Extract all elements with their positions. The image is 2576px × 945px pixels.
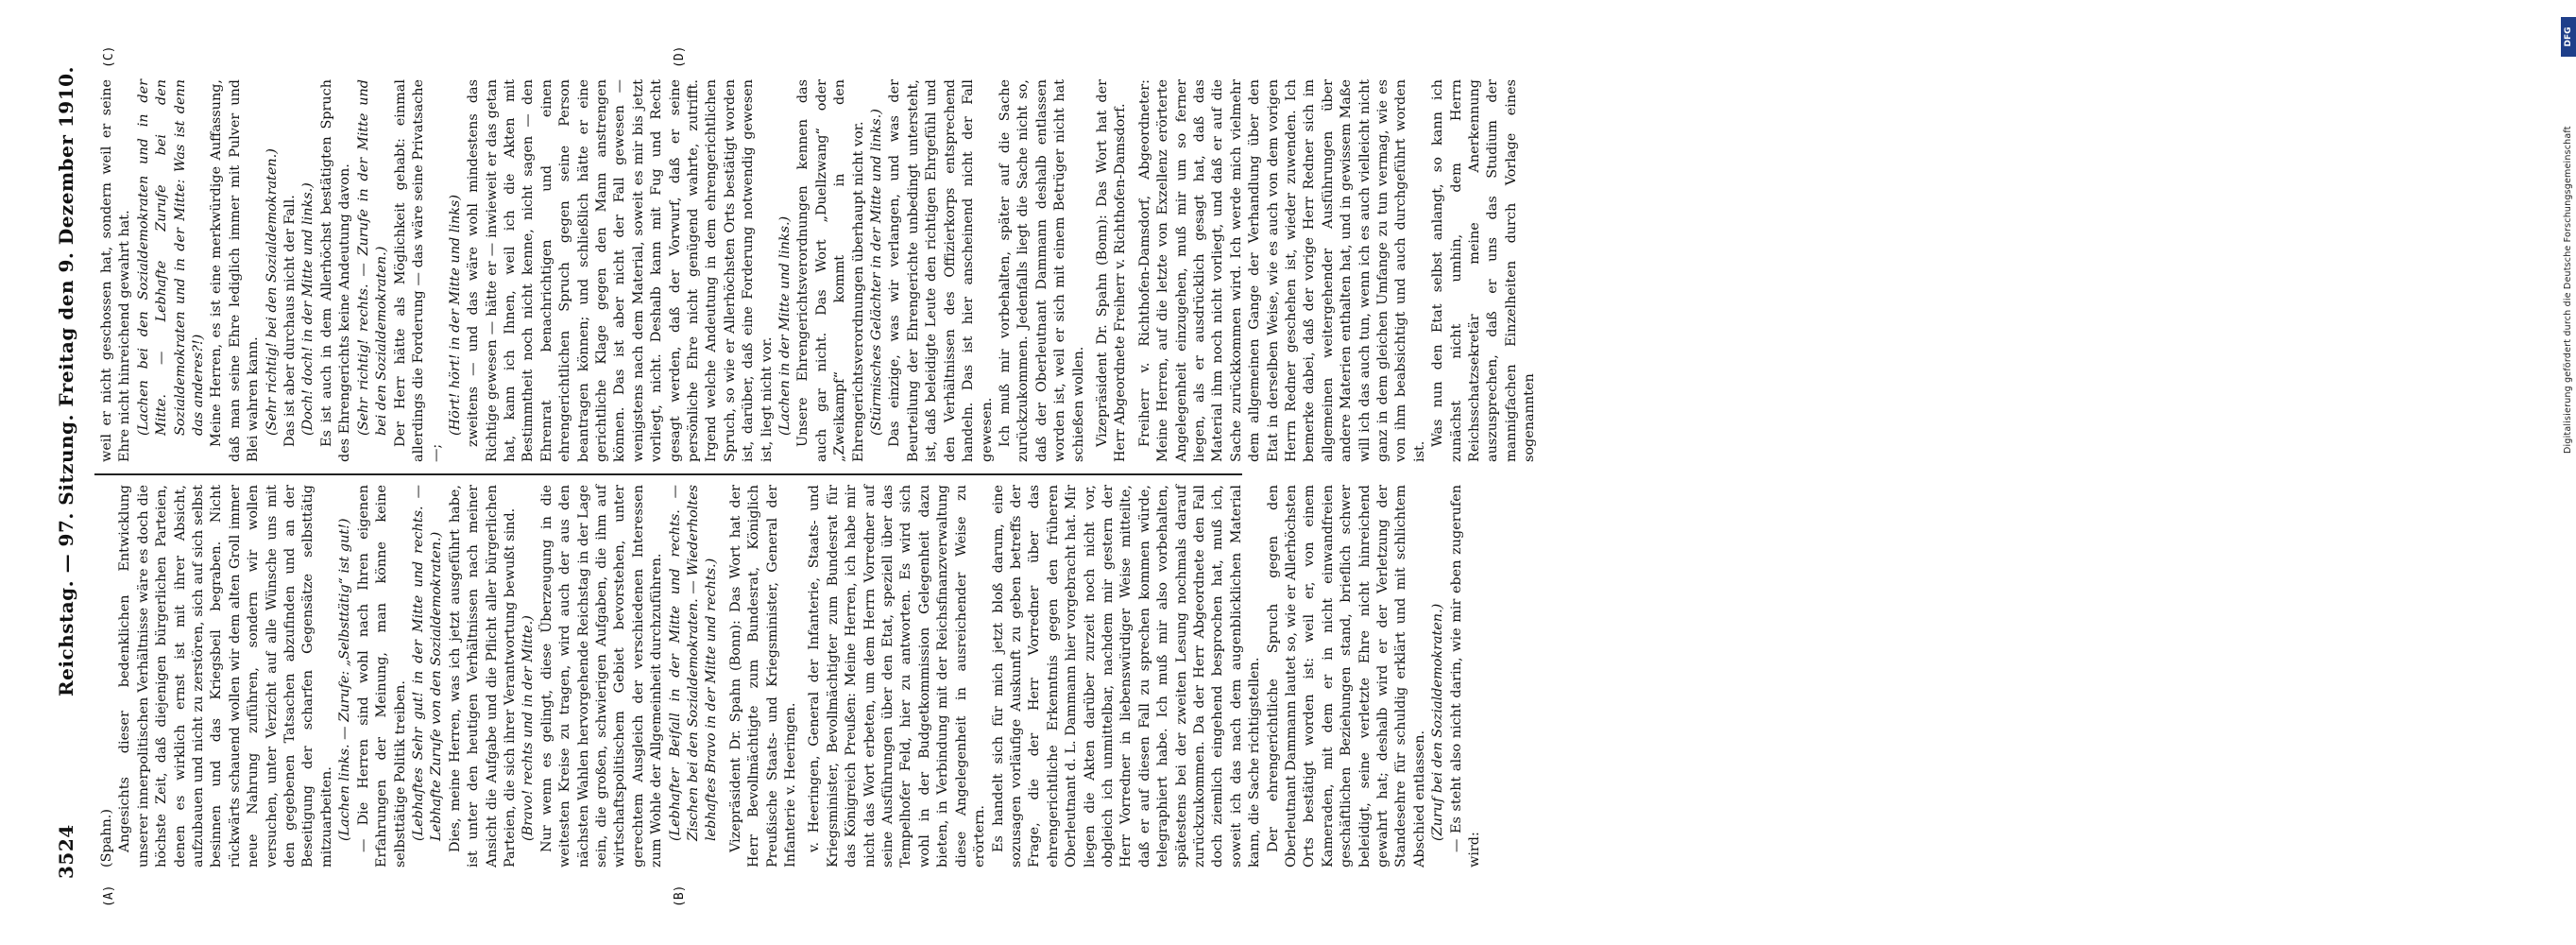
paragraph: Der Herr hätte als Möglichkeit gehabt: einmal allerdings die Forderung — das wäre seine Privatsache —; — [392, 79, 445, 462]
interjection: (Zuruf bei den Sozialdemokraten.) — [1430, 603, 1446, 841]
paragraph: Unsere Ehrengerichtsverordnungen kennen das auch gar nicht. Das Wort „Duellzwang“ oder „Zweikampf“ kommt in den Ehrengerichtsverordnungen überhaupt nicht vor. — [795, 79, 866, 462]
interjection: (Bravo! rechts und in der Mitte.) — [520, 615, 537, 841]
credit-line: Digitalisierung gefördert durch die Deutsche Forschungsgemeinschaft — [2563, 126, 2573, 454]
interjection: (Lachen links. — Zurufe: „Selbsttätig“ ist gut!) — [337, 518, 353, 841]
page-number: 3524 — [55, 824, 77, 879]
paragraph: Ich muß mir vorbehalten, später auf die Sache zurückzukommen. Jedenfalls liegt die Sache nicht so, daß der Oberleutnant Dammann deshalb entlassen worden ist, weil er sich mit einem Betrüger nicht hat schießen wollen. — [997, 79, 1086, 462]
page-title: Reichstag. — 97. Sitzung. Freitag den 9. Dezember 1910. — [55, 66, 77, 696]
interjection: (Hört! hört! in der Mitte und links) — [447, 195, 463, 436]
paragraph: Nur wenn es gelingt, diese Überzeugung in die weitesten Kreise zu tragen, wird auch der aus den nächsten Wahlen hervorgehende Reichstag in der Lage sein, die großen, schwierigen Aufgaben, die ihm auf wirtschaftspolitischem Gebiet bevorstehen, unter gerechtem Ausgleich der verschiedenen Interessen zum Wohle der Allgemeinheit durchzuführen. — [538, 485, 665, 868]
paragraph: Vizepräsident Dr. Spahn (Bonn): Das Wort hat der Herr Abgeordnete Freiherr v. Richthofen-Damsdorf. — [1094, 79, 1129, 462]
interjection: (Sehr richtig! bei den Sozialdemokraten.) — [264, 148, 280, 436]
paragraph: weil er nicht geschossen hat, sondern weil er seine Ehre nicht hinreichend gewahrt hat. — [99, 79, 133, 462]
column-divider — [94, 473, 1242, 475]
paragraph: Das einzige, was wir verlangen, und was der Beurteilung der Ehrengerichte unbedingt untersteht, ist, daß beleidigte Leute den richtigen Ehrgefühl und den Verhältnissen des Offizierkorps entsprechend handeln. Das ist hier anscheinend nicht der Fall gewesen. — [887, 79, 995, 462]
interjection: (Doch! doch! in der Mitte und links.) — [300, 182, 316, 436]
margin-marker-b: (B) — [673, 885, 687, 907]
dfg-logo — [2561, 17, 2576, 57]
interjection: (Sehr richtig! rechts. — Zurufe in der Mitte und bei den Sozialdemokraten.) — [355, 79, 390, 436]
page-header — [55, 66, 87, 879]
interjection: (Lebhaftes Sehr gut! in der Mitte und rechts. — Lebhafte Zurufe von den Sozialdemokraten.) — [410, 485, 445, 841]
paragraph: Es ist auch in dem Allerhöchst bestätigten Spruch des Ehrengerichts keine Andeutung davon. — [318, 79, 353, 462]
paragraph: Freiherr v. Richthofen-Damsdorf, Abgeordneter: Meine Herren, auf die letzte von Exzellenz erörterte Angelegenheit einzugehen, muß mir um so ferner liegen, als er ausdrücklich gesagt hat, daß das Material ihm noch nicht vorliegt, und daß er auf die Sache zurückkommen wird. Ich werde mich vielmehr dem allgemeinen Gange der Verhandlung über den Etat in derselben Weise, wie es auch von dem vorigen Herrn Redner geschehen ist, wieder zuwenden. Ich bemerke dabei, daß der vorige Herr Redner sich im allgemeinen weitergehender Ausführungen über andere Materien enthalten hat, und in gewissem Maße will ich das auch tun, wenn ich es auch vielleicht nicht ganz in dem gleichen Umfange zu tun vermag, wie es von ihm beabsichtigt und auch durchgeführt worden ist. — [1136, 79, 1427, 462]
paragraph: Dies, meine Herren, was ich jetzt ausgeführt habe, ist unter den heutigen Verhältnissen nach meiner Ansicht die Aufgabe und die Pflicht aller bürgerlichen Parteien, die sich ihrer Verantwortung bewußt sind. — [447, 485, 518, 868]
dfg-logo-text: DFG — [2564, 26, 2573, 47]
interjection: (Stürmisches Gelächter in der Mitte und links.) — [869, 109, 885, 436]
paragraph: Meine Herren, es ist eine merkwürdige Auffassung, daß man seine Ehre lediglich immer mit Pulver und Blei wahren kann. — [209, 79, 262, 462]
paragraph: Vizepräsident Dr. Spahn (Bonn): Das Wort hat der Herr Bevollmächtigte zum Bundesrat, Königlich Preußische Staats- und Kriegsminister, General der Infanterie v. Heeringen. — [727, 485, 799, 868]
paragraph: Was nun den Etat selbst anlangt, so kann ich zunächst nicht umhin, dem Herrn Reichsschatzsekretär meine Anerkennung auszusprechen, daß er uns das Studium der mannigfachen Einzelheiten durch Vorlage eines sogenannten — [1430, 79, 1538, 462]
paragraph: v. Heeringen, General der Infanterie, Staats- und Kriegsminister, Bevollmächtigter zum Bundesrat für das Königreich Preußen: Meine Herren, ich habe mir nicht das Wort erbeten, um dem Herrn Vorredner auf seine Ausführungen über den Etat, speziell über das Tempelhofer Feld, hier zu antworten. Es wird sich wohl in der Budgetkommission Gelegenheit dazu bieten, in Verbindung mit der Reichsfinanzverwaltung diese Angelegenheit in ausreichender Weise zu erörtern. — [807, 485, 988, 868]
margin-marker-c: (C) — [102, 45, 116, 68]
interjection: (Lebhafter Beifall in der Mitte und rechts. — Zischen bei den Sozialdemokraten. — Wiederholtes lebhaftes Bravo in der Mitte und rechts.) — [667, 485, 720, 841]
interjection: (Lachen bei den Sozialdemokraten und in der Mitte. — Lebhafte Zurufe bei den Sozialdemokraten und in der Mitte: Was ist denn das anderes?!) — [135, 79, 207, 436]
paragraph: Es handelt sich für mich jetzt bloß darum, eine sozusagen vorläufige Auskunft zu geben betreffs der Frage, die der Herr Vorredner über das ehrengerichtliche Erkenntnis gegen den früheren Oberleutnant d. L. Dammann hier vorgebracht hat. Mir liegen die Akten darüber zurzeit noch nicht vor, obgleich ich unmittelbar, nachdem mir gestern der Herr Vorredner in liebenswürdiger Weise mitteilte, daß er auf diesen Fall zu sprechen kommen würde, telegraphiert habe. Ich muß mir also vorbehalten, spätestens bei der zweiten Lesung nochmals darauf zurückzukommen. Da der Herr Abgeordnete den Fall doch ziemlich eingehend besprochen hat, muß ich, soweit ich das nach dem augenblicklichen Material kann, die Sache richtigstellen. — [990, 485, 1263, 868]
margin-marker-a: (A) — [102, 885, 116, 907]
paragraph: zweitens — und das wäre wohl mindestens das Richtige gewesen — hätte er — inwieweit er das getan hat, kann ich Ihnen, weil ich die Akten mit Bestimmtheit noch nicht kenne, nicht sagen — den Ehrenrat benachrichtigen und einen ehrengerichtlichen Spruch gegen seine Person beantragen können; und schließlich hätte er eine gerichtliche Klage gegen den Mann anstrengen können. Das ist aber nicht der Fall gewesen — wenigstens nach dem Material, soweit es mir bis jetzt vorliegt, nicht. Deshalb kann mit Fug und Recht gesagt werden, daß der Vorwurf, daß er seine persönliche Ehre nicht genügend wahrte, zutrifft. Irgend welche Andeutung in dem ehrengerichtlichen Spruch, so wie er Allerhöchsten Orts bestätigt worden ist, darüber, daß eine Forderung notwendig gewesen ist, liegt nicht vor. — [466, 79, 775, 462]
interjection: (Lachen in der Mitte und links.) — [777, 215, 793, 436]
left-column — [98, 485, 1484, 868]
margin-marker-d: (D) — [673, 45, 687, 68]
right-column — [98, 79, 1540, 462]
paragraph: Das ist aber durchaus nicht der Fall. — [282, 195, 299, 447]
paragraph: Der ehrengerichtliche Spruch gegen den Oberleutnant Dammann lautet so, wie er Allerhöchsten Orts bestätigt worden ist: weil er, von einem Kameraden, mit dem er in nicht einwandfreien geschäftlichen Beziehungen stand, brieflich schwer beleidigt, seine verletzte Ehre nicht hinreichend gewahrt hat; deshalb wird er der Verletzung der Standesehre für schuldig erklärt und mit schlichtem Abschied entlassen. — [1265, 485, 1427, 868]
paragraph: — Die Herren sind wohl nach Ihren eigenen Erfahrungen der Meinung, man könne keine selbsttätige Politik treiben. — [355, 485, 408, 868]
speaker-note: (Spahn.) — [99, 809, 114, 868]
paragraph: Angesichts dieser bedenklichen Entwicklung unserer innerpolitischen Verhältnisse wäre es doch die höchste Zeit, daß diejenigen bürgerlichen Parteien, denen es wirklich ernst ist mit ihrer Absicht, aufzubauen und nicht zu zerstören, sich auf sich selbst besinnen und das Kriegsbeil begraben. Nicht rückwärts schauend wollen wir dem alten Groll immer neue Nahrung zuführen, sondern wir wollen versuchen, unter Verzicht auf alle Wünsche uns mit den gegebenen Tatsachen abzufinden und an der Beseitigung der scharfen Gegensätze selbsttätig mitzuarbeiten. — [117, 485, 334, 868]
paragraph: — Es steht also nicht darin, wie mir eben zugerufen wird: — [1448, 485, 1483, 868]
